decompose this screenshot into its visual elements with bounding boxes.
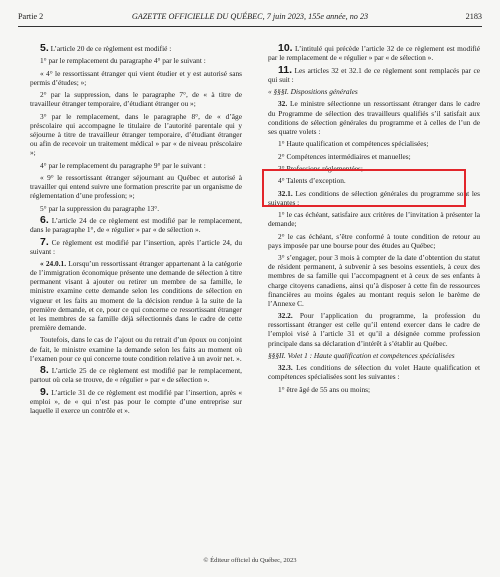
article-32-2: 32.2. Pour l’application du programme, la profession du ressortissant étranger est celle qu’il entend exercer dans le cadre de l’emploi visé à l’article 31 et qu’il a désignée comme profession principale dans sa déclaration d’intérêt à s’établir au Québec. (268, 311, 480, 348)
article-6: 6. L’article 24 de ce règlement est modifié par le remplacement, dans le paragraphe 1°, de « régulier » par « de sélection ». (30, 214, 242, 235)
paragraph: 2° par la suppression, dans le paragraphe 7°, de « à titre de travailleur étranger temporaire, d’étudiant étranger ou »; (30, 90, 242, 109)
left-column (30, 44, 242, 418)
page-header (18, 12, 482, 27)
paragraph: Toutefois, dans le cas de l’ajout ou du retrait d’un époux ou conjoint de fait, le ministre examine la demande selon les faits au moment où l’examen pour ce qui concerne toute condition relative à un avoir net. ». (30, 335, 242, 363)
header-page-number: 2183 (465, 12, 482, 21)
paragraph: 1° être âgé de 55 ans ou moins; (278, 384, 371, 394)
paragraph: 2° le cas échéant, s’être conformé à toute condition de retour au pays imposée par une bourse pour des études au Québec; (268, 231, 480, 250)
section-heading: §§§II. Volet 1 : Haute qualification et compétences spécialisées (268, 350, 455, 360)
article-5: 5. L’article 20 de ce règlement est modifié : (40, 42, 172, 54)
paragraph: « 9° le ressortissant étranger séjournant au Québec et autorisé à travailler qui entend suivre une formation prescrite par un organisme de réglementation d’une profession; »; (30, 173, 242, 201)
article-8: 8. L’article 25 de ce règlement est modifié par le remplacement, partout où cela se trouve, de « régulier » par « de sélection ». (30, 364, 242, 385)
article-24-0-1: « 24.0.1. Lorsqu’un ressortissant étranger appartenant à la catégorie de l’immigration économique présente une demande de sélection à titre permanent visant à ajouter ou retirer un membre de sa famille, le ministre examine cette demande selon les conditions de sélection en vigueur et les faits au moment de la décision rendue à la suite de la première demande, et ce, pour ce qui concerne ce ressortissant étranger et les membres de sa famille déjà sélectionnés dans le cadre de cette première demande. (30, 259, 242, 333)
article-11: 11. Les articles 32 et 32.1 de ce règlement sont remplacés par ce qui suit : (268, 63, 480, 84)
list-item: 3° Professions réglementées; (278, 163, 363, 173)
right-column (268, 44, 480, 397)
article-10: 10. L’intitulé qui précède l’article 32 de ce règlement est modifié par le remplacement de « régulier » par « de sélection ». (268, 42, 480, 63)
article-32: 32. Le ministre sélectionne un ressortissant étranger dans le cadre du Programme de sélection des travailleurs qualifiés s’il satisfait aux conditions de sélection générales du programme et à celles de l’un de ses quatre volets : (268, 99, 480, 136)
header-title: GAZETTE OFFICIELLE DU QUÉBEC, 7 juin 2023, 155e année, no 23 (131, 12, 369, 21)
paragraph: 1° par le remplacement du paragraphe 4° par le suivant : (40, 56, 206, 66)
article-7: 7. Ce règlement est modifié par l’insertion, après l’article 24, du suivant : (30, 235, 242, 256)
section-heading: « §§§I. Dispositions générales (268, 87, 358, 96)
paragraph: 1° le cas échéant, satisfaire aux critères de l’invitation à présenter la demande; (268, 210, 480, 229)
paragraph: « 4° le ressortissant étranger qui vient étudier et y est autorisé sans permis d’études; »; (30, 68, 242, 87)
list-item: 4° Talents d’exception. (278, 176, 346, 186)
header-section: Partie 2 (18, 12, 44, 21)
article-32-3: 32.3. Les conditions de sélection du volet Haute qualification et compétences spécialisées sont les suivantes : (268, 363, 480, 382)
highlight-box (262, 169, 466, 207)
article-9: 9. L’article 31 de ce règlement est modifié par l’insertion, après « emploi », de « qui n’est pas pour le compte d’une entreprise sur laquelle il exerce un contrôle et ». (30, 385, 242, 415)
list-item: 2° Compétences intermédiaires et manuelles; (278, 151, 411, 161)
list-item: 1° Haute qualification et compétences spécialisées; (278, 139, 429, 149)
paragraph: 4° par le remplacement du paragraphe 9° par le suivant : (40, 160, 206, 170)
paragraph: 3° par le remplacement, dans le paragraphe 8°, de « d’âge préscolaire qui accompagne le titulaire de l’autorité parentale qui y séjourne à titre de travailleur étranger temporaire, d’étudiant étranger ou afin de recevoir un traitement médical » par « de niveau préscolaire »; (30, 111, 242, 158)
page-footer: © Éditeur officiel du Québec, 2023 (203, 557, 297, 564)
article-32-1: 32.1. Les conditions de sélection générales du programme sont les suivantes : (268, 188, 480, 207)
paragraph: 5° par la suppression du paragraphe 13°. (40, 203, 160, 213)
paragraph: 3° s’engager, pour 3 mois à compter de la date d’obtention du statut de résident permanent, à subvenir à ses besoins essentiels, à ceux des membres de sa famille qui l’accompagnent et à ceux de ses enfants à charge citoyens canadiens, ainsi qu’à disposer à cette fin de ressources financières au moins égales au montant requis selon le barème de l’Annexe C. (268, 253, 480, 308)
